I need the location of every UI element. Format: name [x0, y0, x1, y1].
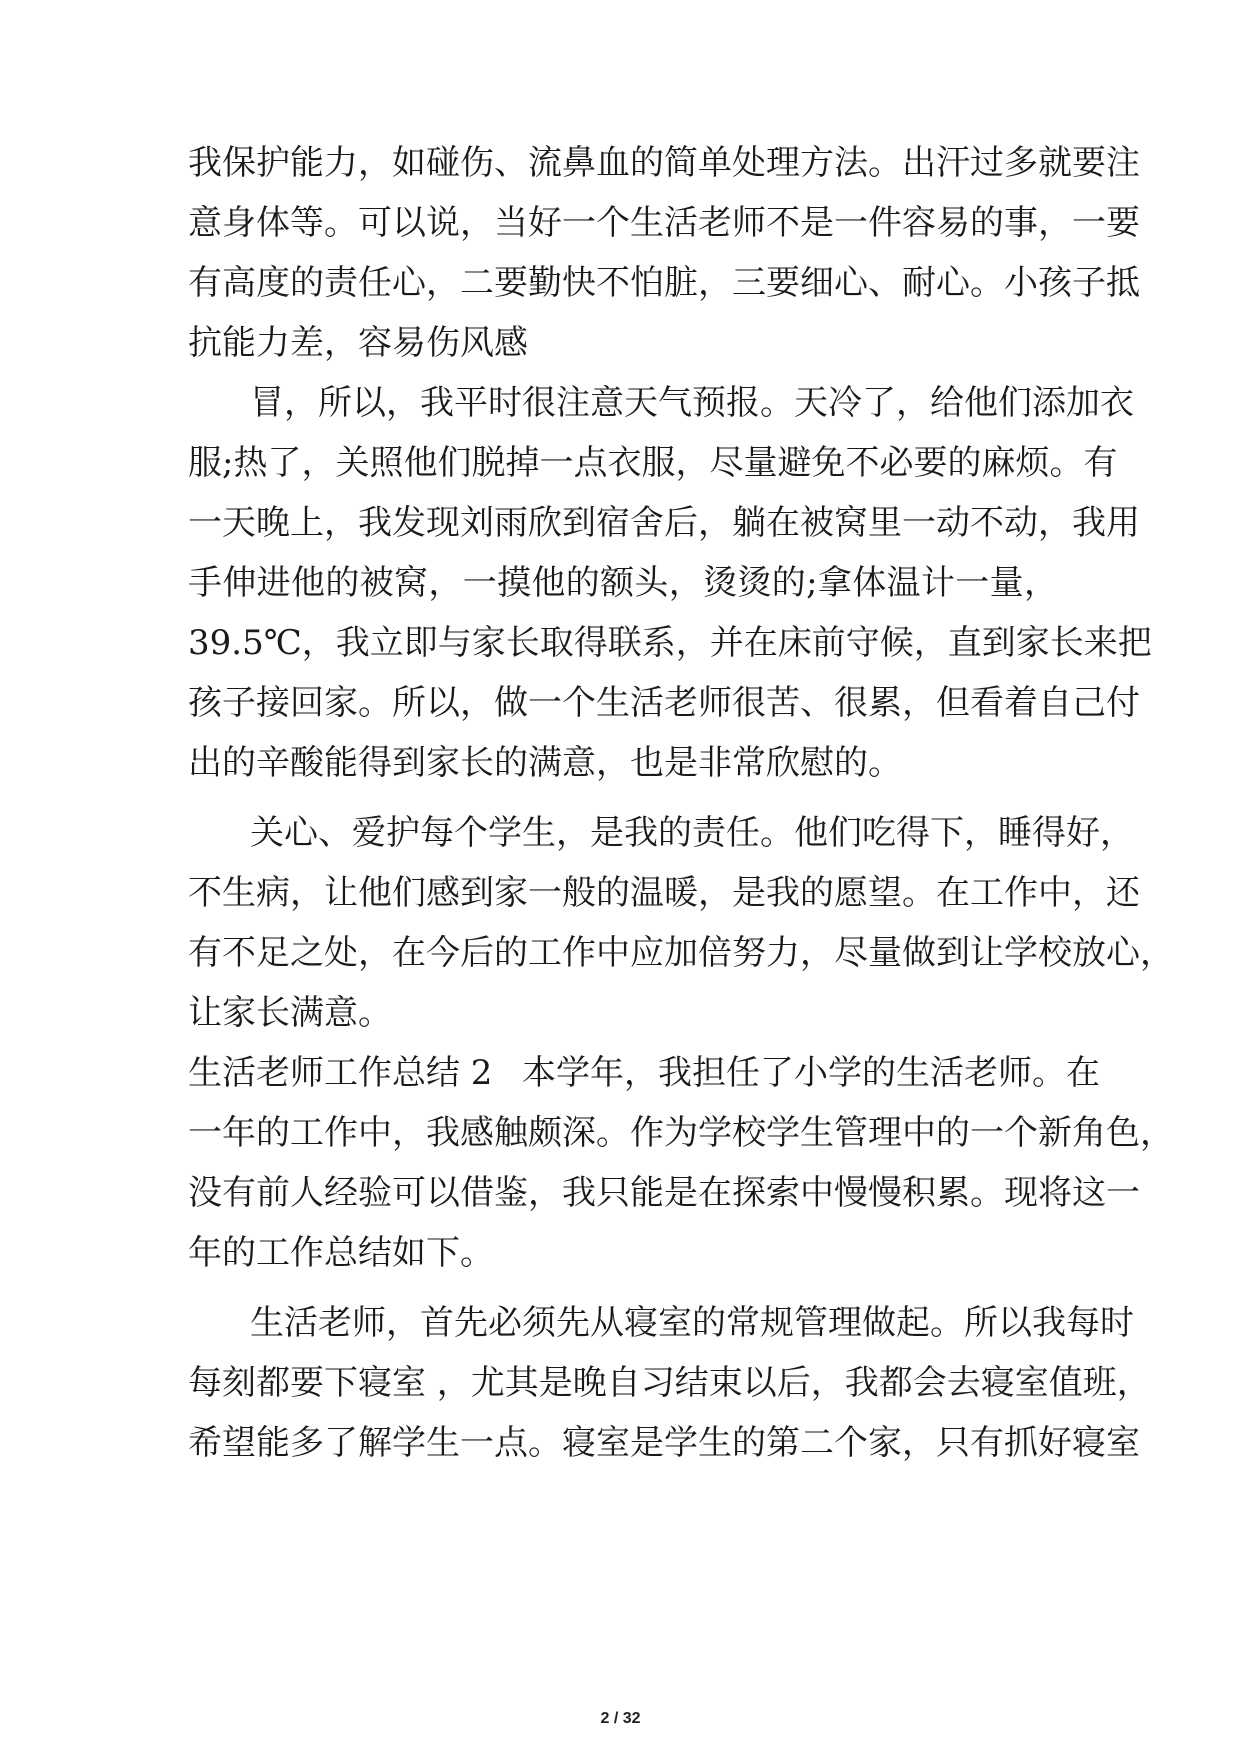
- text-line: 每刻都要下寝室 ，尤其是晚自习结束以后，我都会去寝室值班，: [188, 1363, 1151, 1403]
- text-line: 抗能力差，容易伤风感: [188, 323, 528, 363]
- text-line: 孩子接回家。所以，做一个生活老师很苦、很累，但看着自己付: [188, 683, 1140, 723]
- text-line: 年的工作总结如下。: [188, 1233, 494, 1273]
- text-line: 没有前人经验可以借鉴，我只能是在探索中慢慢积累。现将这一: [188, 1173, 1140, 1213]
- text-line: 手伸进他的被窝，一摸他的额头，烫烫的;拿体温计一量，: [188, 563, 1058, 603]
- text-line: 我保护能力，如碰伤、流鼻血的简单处理方法。出汗过多就要注: [188, 143, 1140, 183]
- text-line: 出的辛酸能得到家长的满意，也是非常欣慰的。: [188, 743, 902, 783]
- text-line: 不生病，让他们感到家一般的温暖，是我的愿望。在工作中，还: [188, 873, 1140, 913]
- section-heading: 生活老师工作总结 2: [188, 1053, 493, 1093]
- paragraph-first-line: 冒，所以，我平时很注意天气预报。天冷了，给他们添加衣: [250, 383, 1134, 423]
- text-line: 本学年，我担任了小学的生活老师。在: [522, 1053, 1100, 1093]
- text-line: 一天晚上，我发现刘雨欣到宿舍后，躺在被窝里一动不动，我用: [188, 503, 1140, 543]
- text-line: 有高度的责任心，二要勤快不怕脏，三要细心、耐心。小孩子抵: [188, 263, 1140, 303]
- page-number: 2 / 32: [600, 1710, 641, 1727]
- paragraph-first-line: 关心、爱护每个学生，是我的责任。他们吃得下，睡得好，: [250, 813, 1134, 853]
- text-line: 希望能多了解学生一点。寝室是学生的第二个家，只有抓好寝室: [188, 1423, 1140, 1463]
- paragraph-first-line: 生活老师，首先必须先从寝室的常规管理做起。所以我每时: [250, 1303, 1134, 1343]
- text-line: 一年的工作中，我感触颇深。作为学校学生管理中的一个新角色，: [188, 1113, 1174, 1153]
- text-line: 服;热了，关照他们脱掉一点衣服，尽量避免不必要的麻烦。有: [188, 443, 1118, 483]
- text-line: 让家长满意。: [188, 993, 392, 1033]
- text-line: 有不足之处，在今后的工作中应加倍努力，尽量做到让学校放心，: [188, 933, 1174, 973]
- text-line: 意身体等。可以说，当好一个生活老师不是一件容易的事，一要: [188, 203, 1140, 243]
- text-line: 39.5℃，我立即与家长取得联系，并在床前守候，直到家长来把: [188, 623, 1152, 663]
